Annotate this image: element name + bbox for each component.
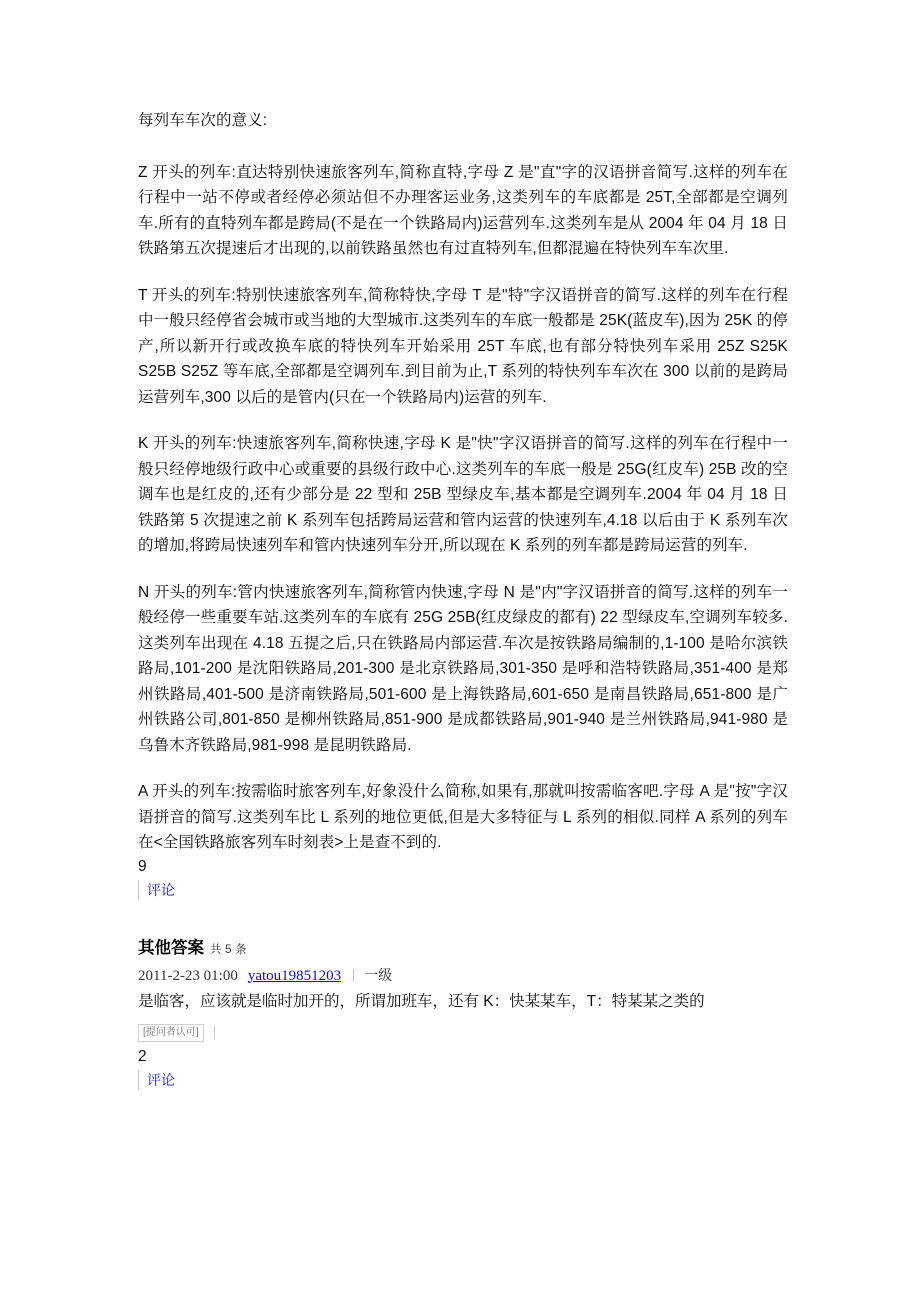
answer-author-level: 一级	[364, 966, 393, 983]
paragraph-a: A 开头的列车:按需临时旅客列车,好象没什么简称,如果有,那就叫按需临客吧.字母 A 是"按"字汉语拼音的简写.这类列车比 L 系列的地位更低,但是大多特征与 L 系列的相似.同样 A 系列的列车在<全国铁路旅客列车时刻表>上是查不到的.	[138, 783, 788, 851]
paragraph-k: K 开头的列车:快速旅客列车,简称快速,字母 K 是"快"字汉语拼音的简写.这样的列车在行程中一般只经停地级行政中心或重要的县级行政中心.这类列车的车底一般是 25G(红皮车) 25B 改的空调车也是红皮的,还有少部分是 22 型和 25B 型绿皮车,基本都是空调列车.2004 年 04 月 18 日铁路第 5 次提速之前 K 系列车包括跨局运营和管内运营的快速列车,4.18 以后由于 K 系列车次的增加,将跨局快速列车和管内快速列车分开,所以现在 K 系列的列车都是跨局运营的列车.	[138, 435, 788, 554]
asker-approved-badge: [提问者认可]	[138, 1024, 204, 1042]
answer-badge-row	[138, 1024, 788, 1042]
paragraph-z: Z 开头的列车:直达特别快速旅客列车,简称直特,字母 Z 是"直"字的汉语拼音简写.这样的列车在行程中一站不停或者经停必须站但不办理客运业务,这类列车的车底都是 25T,全部都是空调列车.所有的直特列车都是跨局(不是在一个铁路局内)运营列车.这类列车是从 2004 年 04 月 18 日铁路第五次提速后才出现的,以前铁路虽然也有过直特列车,但都混遍在特快列车车次里.	[138, 163, 788, 257]
paragraph-n: N 开头的列车:管内快速旅客列车,简称管内快速,字母 N 是"内"字汉语拼音的简写.这样的列车一般经停一些重要车站.这类列车的车底有 25G 25B(红皮绿皮的都有) 22 型绿皮车,空调列车较多.这类列车出现在 4.18 五提之后,只在铁路局内部运营.车次是按铁路局编制的,1-100 是哈尔滨铁路局,101-200 是沈阳铁路局,201-300 是北京铁路局,301-350 是呼和浩特铁路局,351-400 是郑州铁路局,401-500 是济南铁路局,501-600 是上海铁路局,601-650 是南昌铁路局,651-800 是广州铁路公司,801-850 是柳州铁路局,851-900 是成都铁路局,901-940 是兰州铁路局,941-980 是乌鲁木齐铁路局,981-998 是昆明铁路局.	[138, 583, 788, 754]
answer-body: 是临客，应该就是临时加开的，所谓加班车，还有 K：快某某车，T：特某某之类的	[138, 992, 705, 1010]
answer-vote-count: 2	[138, 1048, 147, 1065]
other-answers-heading	[138, 934, 788, 958]
other-answers-title: 其他答案	[138, 938, 204, 957]
answer-item	[138, 964, 788, 1091]
meta-divider	[353, 969, 354, 982]
main-answer-comment-row[interactable]	[138, 880, 175, 900]
answer-date: 2011-2-23 01:00	[138, 967, 238, 984]
comment-link[interactable]: 评论	[147, 1072, 175, 1088]
answer-author-link[interactable]: yatou19851203	[247, 967, 342, 984]
badge-divider	[214, 1026, 215, 1040]
comment-link[interactable]: 评论	[147, 881, 175, 898]
intro-line: 每列车车次的意义:	[138, 112, 268, 129]
main-answer-vote-count: 9	[138, 857, 147, 875]
paragraph-t: T 开头的列车:特别快速旅客列车,简称特快,字母 T 是"特"字汉语拼音的简写.这样的列车在行程中一般只经停省会城市或当地的大型城市.这类列车的车底一般都是 25K(蓝皮车),因为 25K 的停产,所以新开行或改换车底的特快列车开始采用 25T 车底,也有部分特快列车采用 25Z S25K S25B S25Z 等车底,全部都是空调列车.到目前为止,T 系列的特快列车车次在 300 以前的是跨局运营列车,300 以后的是管内(只在一个铁路局内)运营的列车.	[138, 286, 788, 406]
document-content	[138, 108, 788, 1090]
answer-meta	[138, 964, 788, 987]
answer-comment-row[interactable]	[138, 1070, 175, 1090]
other-answers-count: 共 5 条	[210, 943, 247, 956]
